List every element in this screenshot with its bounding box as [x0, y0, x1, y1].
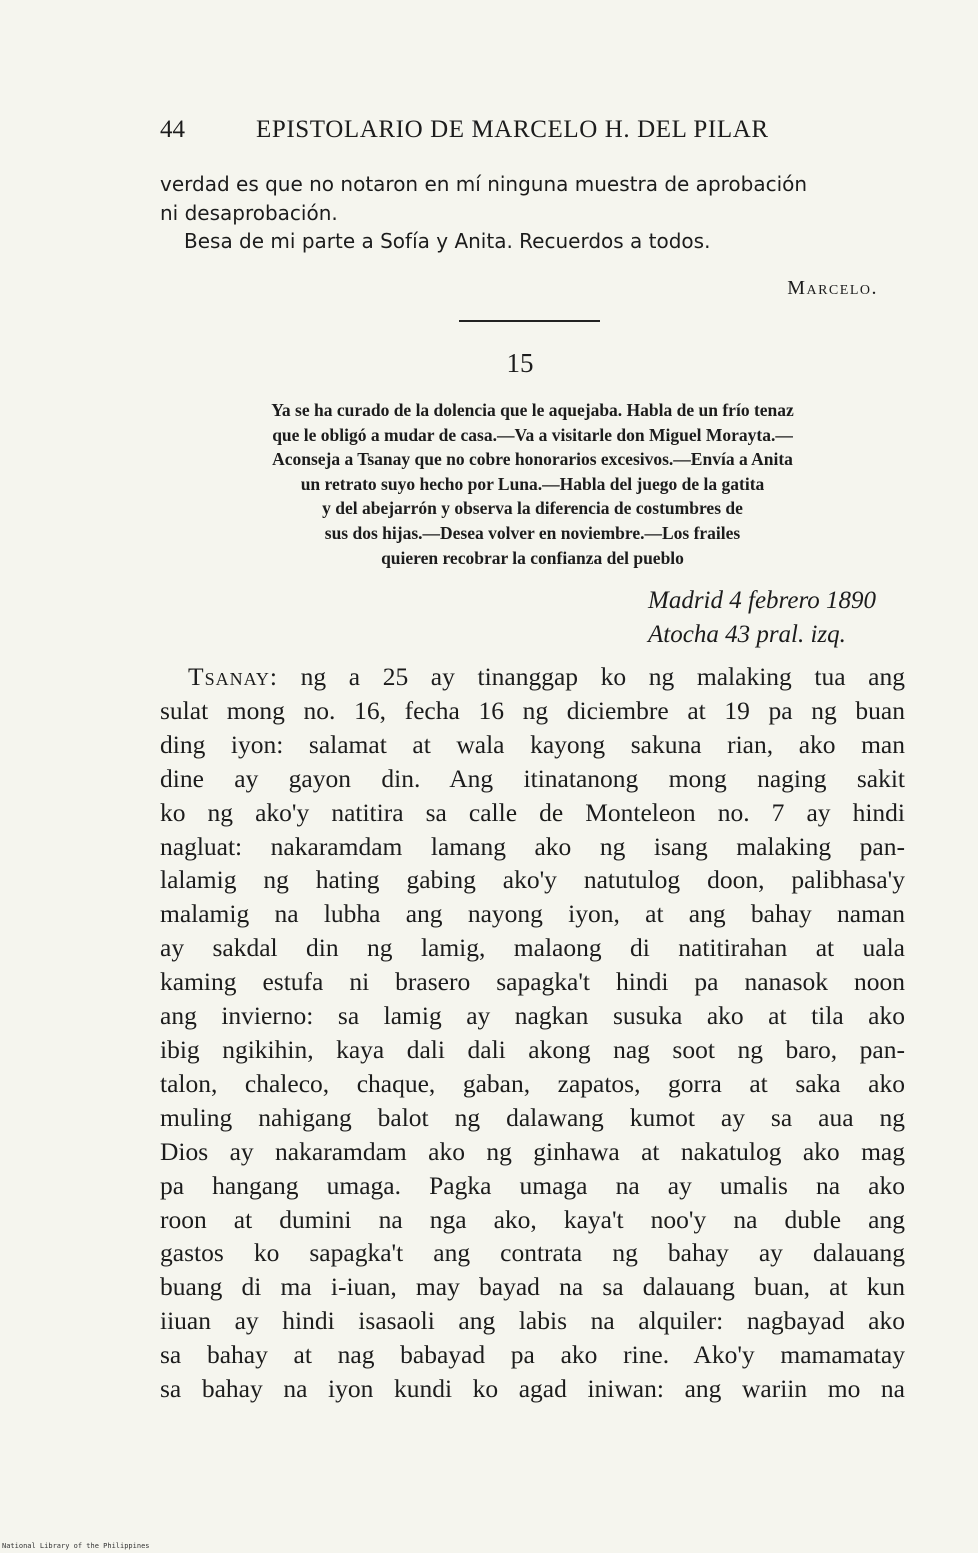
- page-header: [160, 116, 810, 150]
- body-line: gastos ko sapagka't ang contrata ng bahay ay dalauang: [160, 1238, 905, 1268]
- body-line: Dios ay nakaramdam ako ng ginhawa at nakatulog ako mag: [160, 1136, 905, 1166]
- text-line: ni desaprobación.: [160, 200, 338, 225]
- body-line: buang di ma i-iuan, may bayad na sa dalauang buan, at kun: [160, 1272, 905, 1302]
- letter-body: [160, 660, 905, 1406]
- body-line: ko ng ako'y natitira sa calle de Monteleon no. 7 ay hindi: [160, 797, 905, 827]
- summary-line: que le obligó a mudar de casa.—Va a visitarle don Miguel Morayta.—: [272, 424, 793, 445]
- library-credit: National Library of the Philippines: [2, 1542, 150, 1550]
- body-line: sa bahay at nag babayad pa ako rine. Ako'y mamamatay: [160, 1340, 905, 1370]
- summary-line: Ya se ha curado de la dolencia que le aquejaba. Habla de un frío tenaz: [271, 400, 794, 420]
- body-line: roon at dumini na nga ako, kaya't noo'y na duble ang: [160, 1204, 905, 1234]
- body-line: muling nahigang balot ng dalawang kumot ay sa aua ng: [160, 1102, 905, 1132]
- dateline: [648, 584, 876, 652]
- body-line: sulat mong no. 16, fecha 16 ng diciembre at 19 pa ng buan: [160, 695, 905, 725]
- body-line: lalamig ng hating gabing ako'y natutulog doon, palibhasa'y: [160, 865, 905, 895]
- body-line: iiuan ay hindi isasaoli ang labis na alquiler: nagbayad ako: [160, 1306, 905, 1336]
- running-title: EPISTOLARIO DE MARCELO H. DEL PILAR: [256, 116, 769, 143]
- page-number: 44: [160, 116, 185, 143]
- letter-number: 15: [506, 348, 534, 378]
- body-line: ang invierno: sa lamig ay nagkan susuka ako at tila ako: [160, 1001, 905, 1031]
- body-line: ibig ngikihin, kaya dali dali akong nag soot ng baro, pan-: [160, 1034, 905, 1064]
- summary-line: sus dos hijas.—Desea volver en noviembre.—Los frailes: [324, 522, 741, 543]
- letter-summary: [160, 398, 905, 570]
- signature: Marcelo.: [787, 277, 878, 299]
- section-divider: [459, 320, 600, 322]
- salutation: Tsanay:: [188, 662, 279, 691]
- body-line: [160, 660, 905, 694]
- body-line: ding iyon: salamat at wala kayong sakuna rian, ako man: [160, 729, 905, 759]
- body-line: pa hangang umaga. Pagka umaga na ay umalis na ako: [160, 1170, 905, 1200]
- body-line: dine ay gayon din. Ang itinatanong mong naging sakit: [160, 763, 905, 793]
- body-line-text: ng a 25 ay tinanggap ko ng malaking tua ang: [300, 662, 905, 691]
- summary-line: y del abejarrón y observa la diferencia de costumbres de: [322, 498, 743, 519]
- text-line: verdad es que no notaron en mí ninguna muestra de aprobación: [160, 172, 808, 196]
- text-line: Besa de mi parte a Sofía y Anita. Recuerdos a todos.: [184, 229, 711, 253]
- previous-letter-ending: [160, 170, 905, 256]
- summary-line: quieren recobrar la confianza del pueblo: [381, 547, 684, 568]
- body-line: ay sakdal din ng lamig, malaong di natitirahan at uala: [160, 933, 905, 963]
- dateline-line: Atocha 43 pral. izq.: [648, 621, 846, 648]
- body-line: malamig na lubha ang nayong iyon, at ang bahay naman: [160, 899, 905, 929]
- dateline-line: Madrid 4 febrero 1890: [648, 587, 876, 614]
- body-line: talon, chaleco, chaque, gaban, zapatos, gorra at saka ako: [160, 1068, 905, 1098]
- body-line: sa bahay na iyon kundi ko agad iniwan: ang wariin mo na: [160, 1374, 905, 1404]
- summary-line: Aconseja a Tsanay que no cobre honorarios excesivos.—Envía a Anita: [272, 449, 793, 470]
- body-line: nagluat: nakaramdam lamang ako ng isang malaking pan-: [160, 831, 905, 861]
- summary-line: un retrato suyo hecho por Luna.—Habla del juego de la gatita: [300, 473, 765, 494]
- body-line: kaming estufa ni brasero sapagka't hindi pa nanasok noon: [160, 967, 905, 997]
